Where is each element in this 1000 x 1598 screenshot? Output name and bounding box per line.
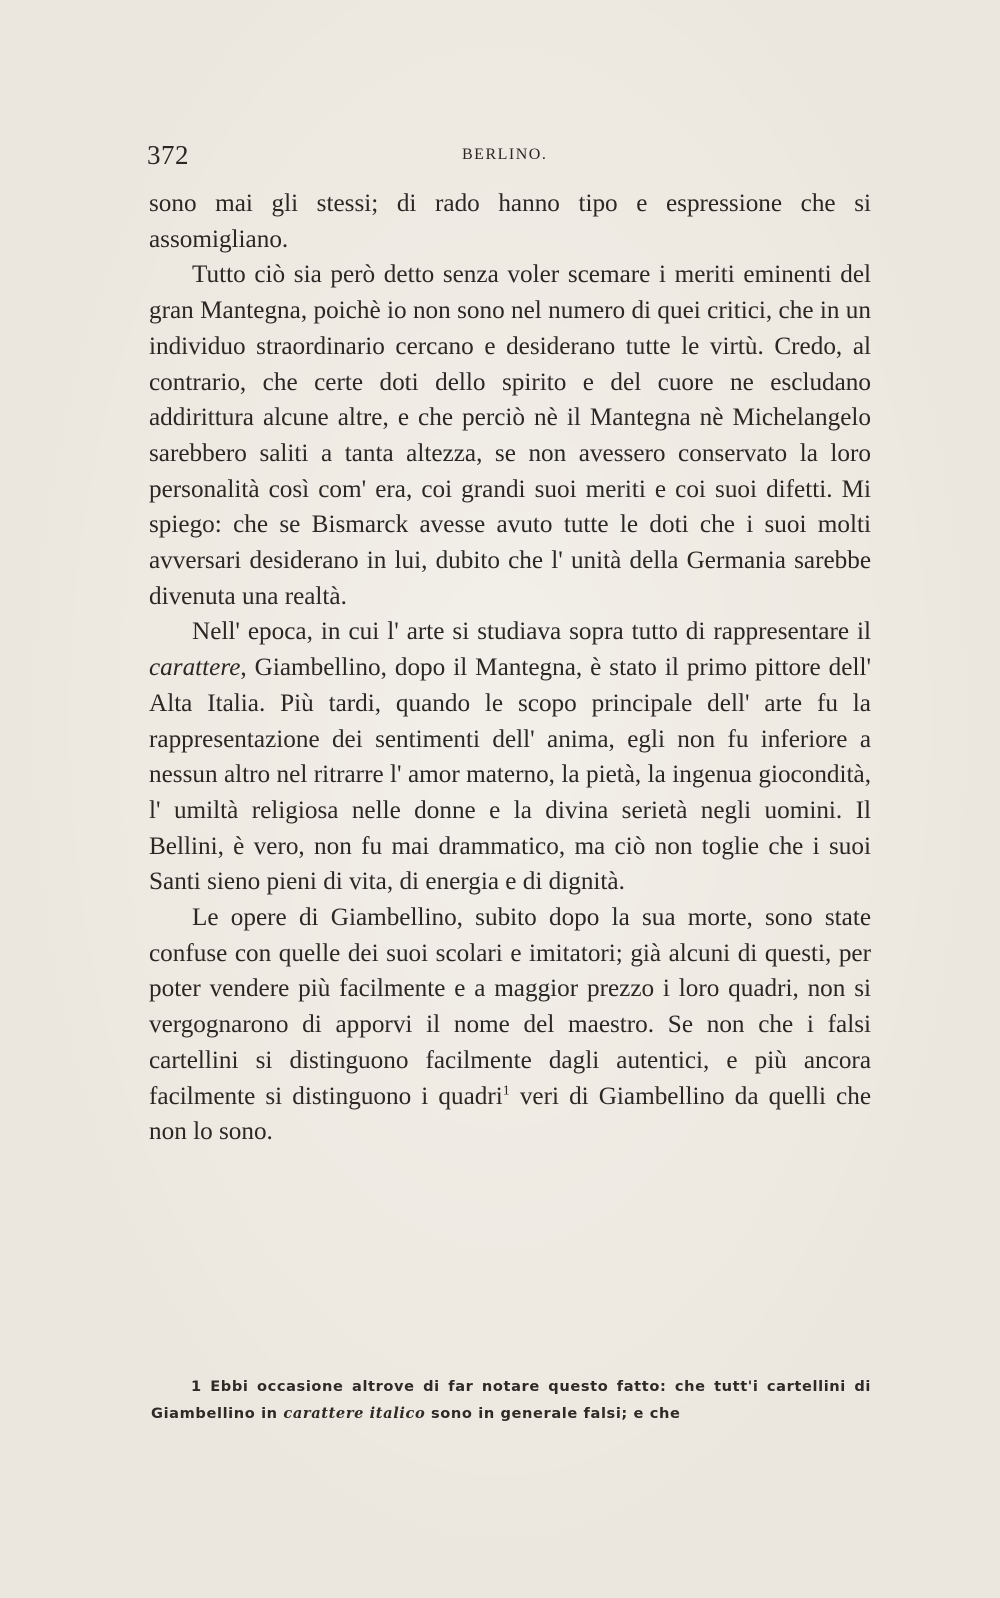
footnote — [151, 1373, 871, 1427]
italic-term: carattere — [149, 654, 241, 682]
footnote-text-a: Ebbi occasione altrove di far notare questo fatto: che tutt'i cartellini di Giambellino in — [151, 1378, 871, 1422]
footnote-paragraph — [151, 1373, 871, 1427]
paragraph-3-text-b: , Giambellino, dopo il Mantegna, è stato il primo pittore dell' Alta Italia. Più tardi, quando le scopo principale dell' arte fu la rappresentazione dei sentimenti dell' anima, egli non fu inferiore a nessun altro nel ritrarre l' amor materno, la pietà, la ingenua giocondità, l' umiltà religiosa nelle donne e la divina serietà negli uomini. Il Bellini, è vero, non fu mai drammatico, ma ciò non toglie che i suoi Santi sieno pieni di vita, di energia e di dignità. — [149, 654, 871, 896]
footnote-reference[interactable]: 1 — [502, 1083, 510, 1099]
body-text — [149, 186, 871, 1150]
running-head: BERLINO. — [462, 146, 548, 163]
page-number: 372 — [147, 140, 189, 170]
paragraph-3 — [149, 614, 871, 900]
paragraph-1: sono mai gli stessi; di rado hanno tipo e espressione che si assomigliano. — [149, 190, 871, 253]
footnote-italic-term: carattere italico — [283, 1405, 426, 1422]
paragraph-2: Tutto ciò sia però detto senza voler scemare i meriti eminenti del gran Mantegna, poichè io non sono nel numero di quei critici, che in un individuo straordinario cercano e desiderano tutte le virtù. Credo, al contrario, che certe doti dello spirito e del cuore ne escludano addirittura alcune altre, e che perciò nè il Mantegna nè Michelangelo sarebbero saliti a tanta altezza, se non avessero conservato la loro personalità così com' era, coi grandi suoi meriti e coi suoi difetti. Mi spiego: che se Bismarck avesse avuto tutte le doti che i suoi molti avversari desiderano in lui, dubito che l' unità della Germania sarebbe divenuta una realtà. — [149, 261, 871, 610]
paragraph-4 — [149, 900, 871, 1150]
footnote-number: 1 — [191, 1378, 202, 1395]
paragraph-4-text-b: veri di Giambellino da quelli che non lo sono. — [149, 1082, 871, 1146]
paragraph-3-text-a: Nell' epoca, in cui l' arte si studiava sopra tutto di rappresentare il — [192, 618, 871, 646]
page-header — [147, 140, 867, 180]
paragraph-4-text-a: Le opere di Giambellino, subito dopo la sua morte, sono state confuse con quelle dei suoi scolari e imitatori; già alcuni di questi, per poter vendere più facilmente e a maggior prezzo i loro quadri, non si vergognarono di apporvi il nome del maestro. Se non che i falsi cartellini si distinguono facilmente dagli autentici, e più ancora facilmente si distinguono i quadri — [149, 904, 871, 1110]
footnote-text-b: sono in generale falsi; e che — [425, 1405, 681, 1422]
